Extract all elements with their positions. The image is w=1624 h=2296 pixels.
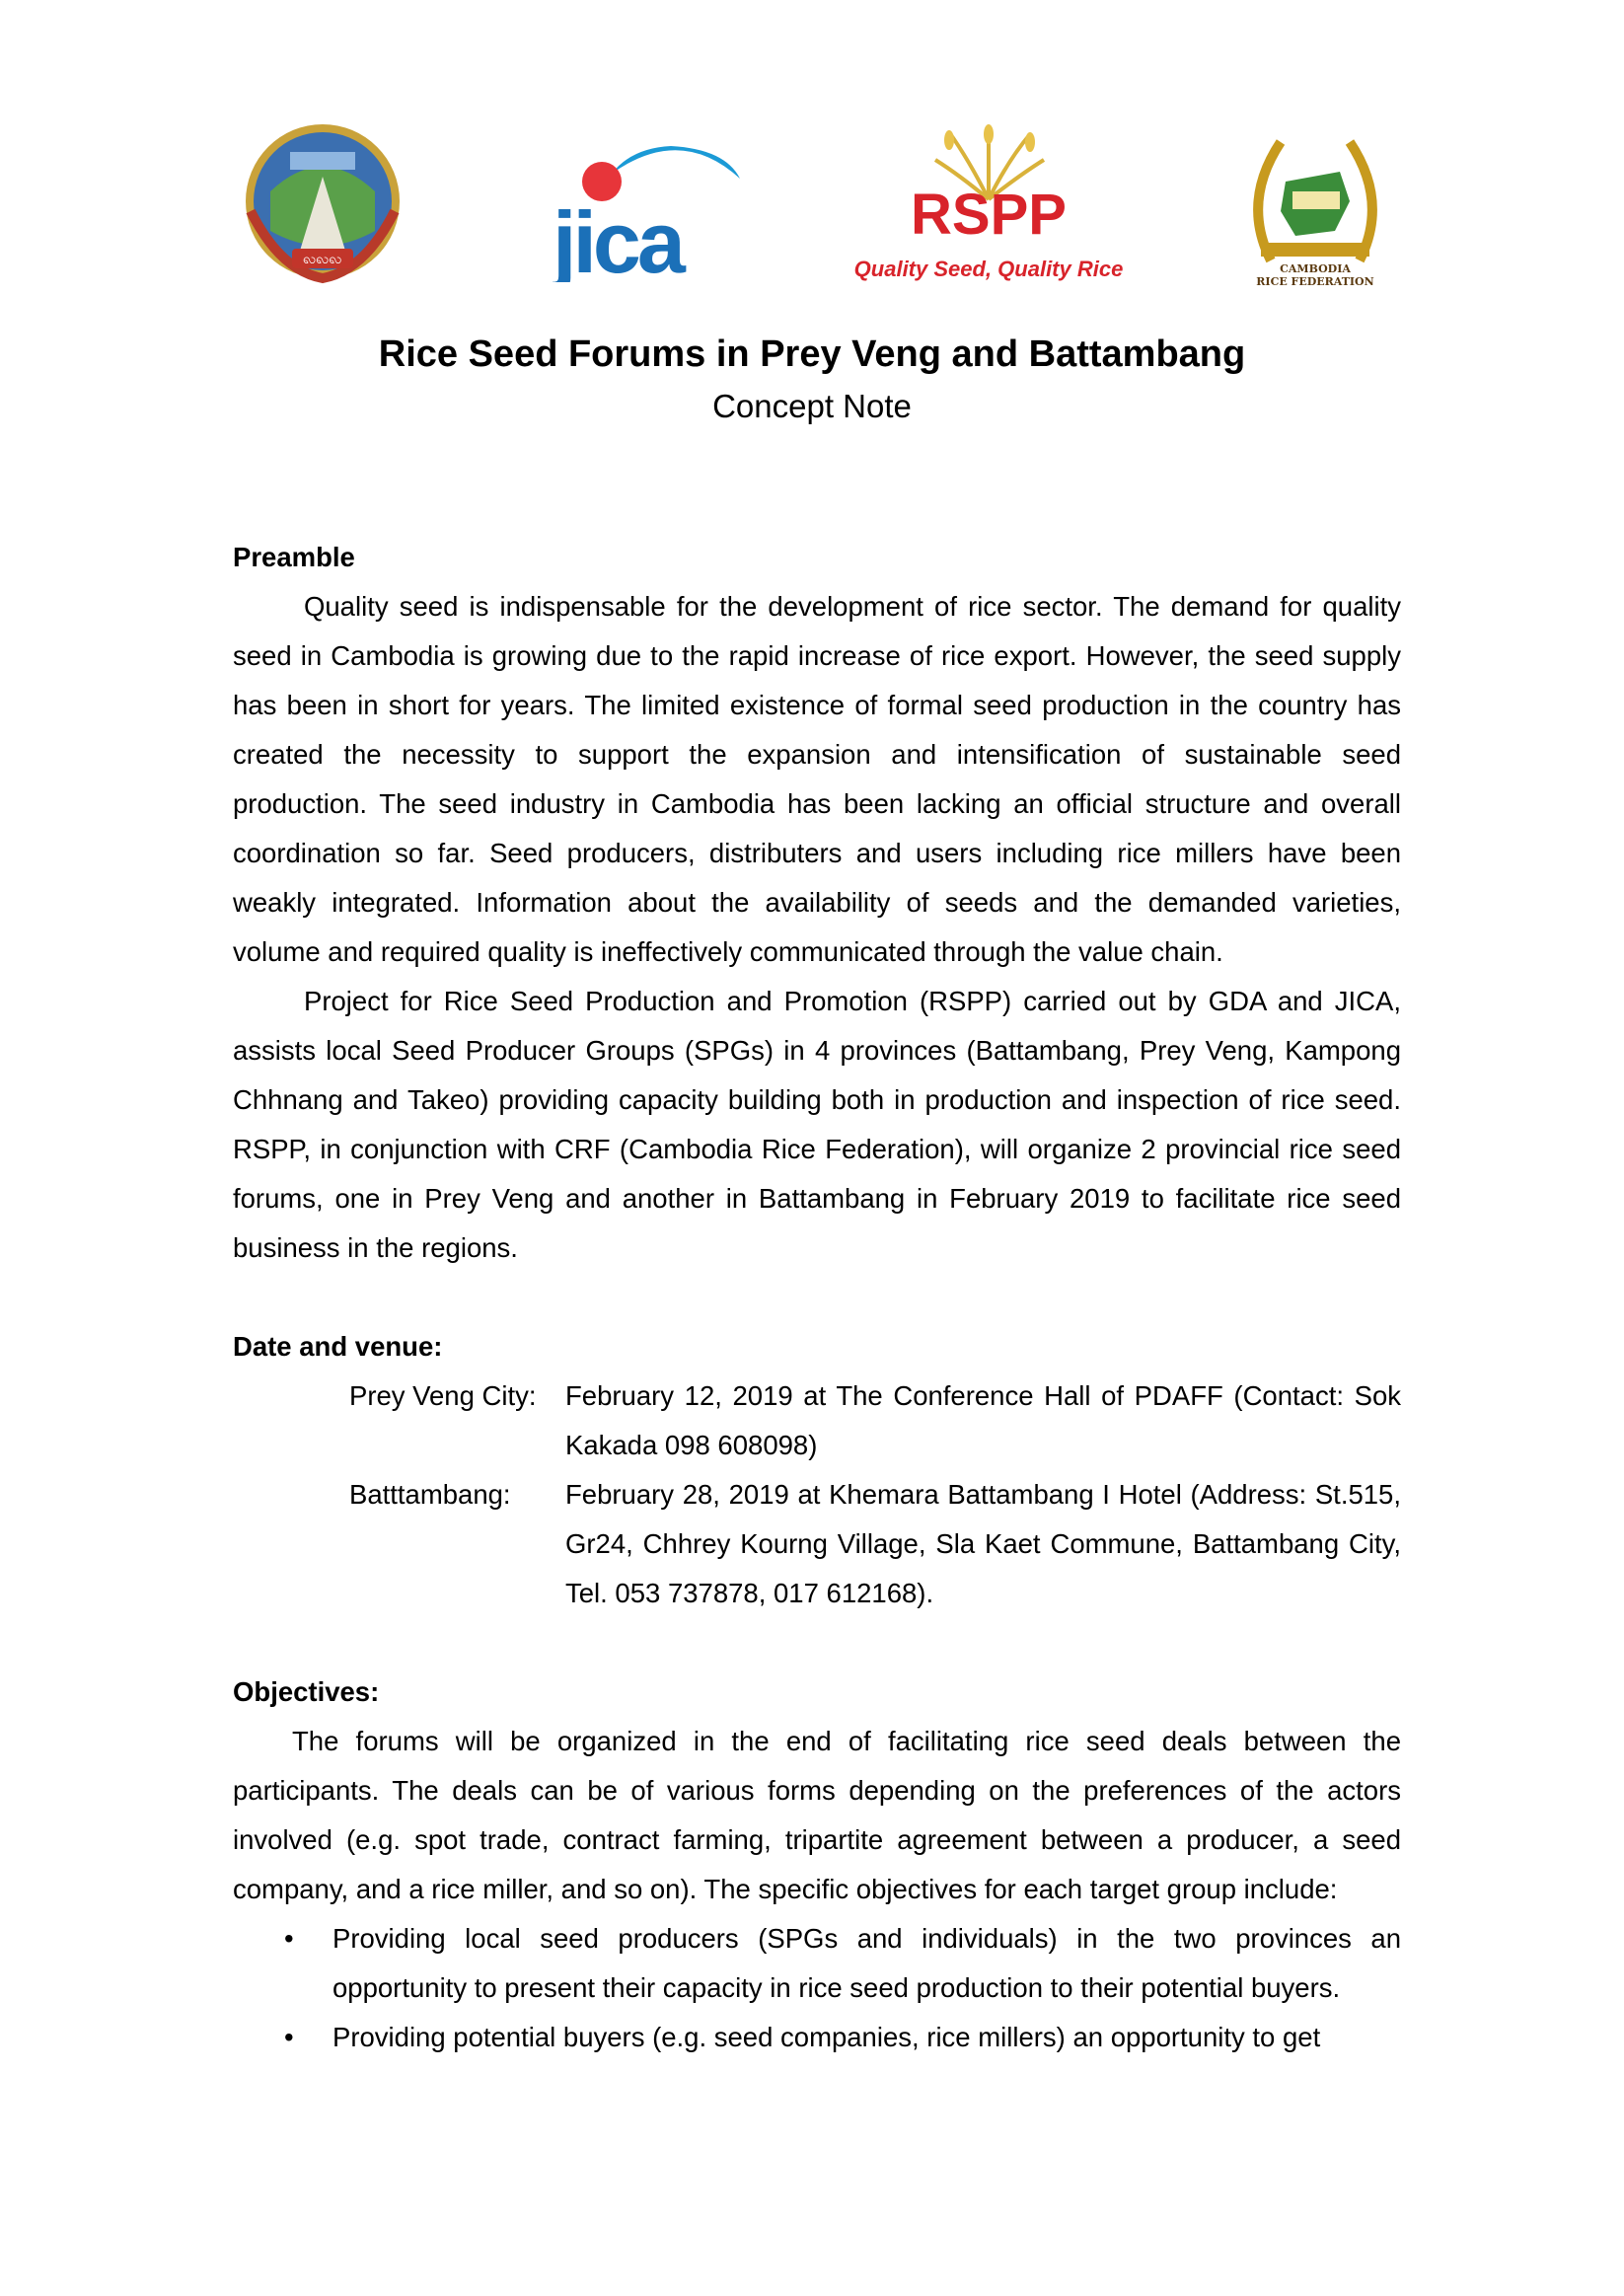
venue-text-battambang: February 28, 2019 at Khemara Battambang I Hotel (Address: St.515, Gr24, Chhrey Kourng Village, Sla Kaet Commune, Battambang City, Tel. 053 737878, 017 612168). xyxy=(565,1479,1401,1608)
objectives-intro: The forums will be organized in the end of facilitating rice seed deals between the participants. The deals can be of various forms depending on the preferences of the actors involved (e.g. spot trade, contract farming, tripartite agreement between a producer, a seed company, and a rice miller, and so on). The specific objectives for each target group include: xyxy=(233,1726,1401,1904)
document-title: Rice Seed Forums in Prey Veng and Battambang xyxy=(378,333,1246,375)
rspp-wordmark: RSPP xyxy=(911,183,1067,247)
venue-label-battambang: Batttambang: xyxy=(349,1479,511,1510)
jica-wordmark: jica xyxy=(553,193,682,282)
list-item xyxy=(233,2013,1401,2062)
objectives-intro-block xyxy=(233,1717,1401,1914)
objectives-list xyxy=(233,1914,1401,2062)
crf-line2: RICE FEDERATION xyxy=(1256,275,1374,288)
document-subtitle: Concept Note xyxy=(712,388,912,424)
objectives-heading: Objectives: xyxy=(233,1676,380,1707)
jica-logo xyxy=(553,134,750,282)
ministry-emblem-icon xyxy=(241,122,405,284)
emblem-text: ꩮꩮꩮ xyxy=(303,252,342,267)
crf-logo xyxy=(1241,132,1389,290)
bullet-icon: • xyxy=(284,1923,294,1954)
preamble-heading: Preamble xyxy=(233,542,355,572)
preamble-paragraph: Quality seed is indispensable for the development of rice sector. The demand for quality seed in Cambodia is growing due to the rapid increase of rice export. However, the seed supply has been in short for years. The limited existence of formal seed production in the country has created the necessity to support the expansion and intensification of sustainable seed production. The seed industry in Cambodia has been lacking an official structure and overall coordination so far. Seed producers, distributers and users including rice millers have been weakly integrated. Information about the availability of seeds and the demanded varieties, volume and required quality is ineffectively communicated through the value chain. xyxy=(233,591,1401,967)
preamble-paragraph: Project for Rice Seed Production and Promotion (RSPP) carried out by GDA and JICA, assists local Seed Producer Groups (SPGs) in 4 provinces (Battambang, Prey Veng, Kampong Chhnang and Takeo) providing capacity building both in production and inspection of rice seed. RSPP, in conjunction with CRF (Cambodia Rice Federation), will organize 2 provincial rice seed forums, one in Prey Veng and another in Battambang in February 2019 to facilitate rice seed business in the regions. xyxy=(233,986,1401,1263)
bullet-icon: • xyxy=(284,2022,294,2052)
venue-text-prey-veng: February 12, 2019 at The Conference Hall of PDAFF (Contact: Sok Kakada 098 608098) xyxy=(565,1380,1401,1460)
venue-label-prey-veng: Prey Veng City: xyxy=(349,1380,537,1411)
preamble-body xyxy=(233,582,1401,1273)
rspp-tagline: Quality Seed, Quality Rice xyxy=(853,257,1124,281)
list-item xyxy=(233,1914,1401,2013)
rspp-logo xyxy=(841,120,1137,284)
logo-row xyxy=(0,116,1624,294)
list-item-text: Providing potential buyers (e.g. seed companies, rice millers) an opportunity to get xyxy=(332,2022,1321,2052)
list-item-text: Providing local seed producers (SPGs and individuals) in the two provinces an opportunity to present their capacity in rice seed production to their potential buyers. xyxy=(332,1923,1401,2003)
venue-heading: Date and venue: xyxy=(233,1331,443,1362)
crf-line1: CAMBODIA xyxy=(1280,262,1351,275)
